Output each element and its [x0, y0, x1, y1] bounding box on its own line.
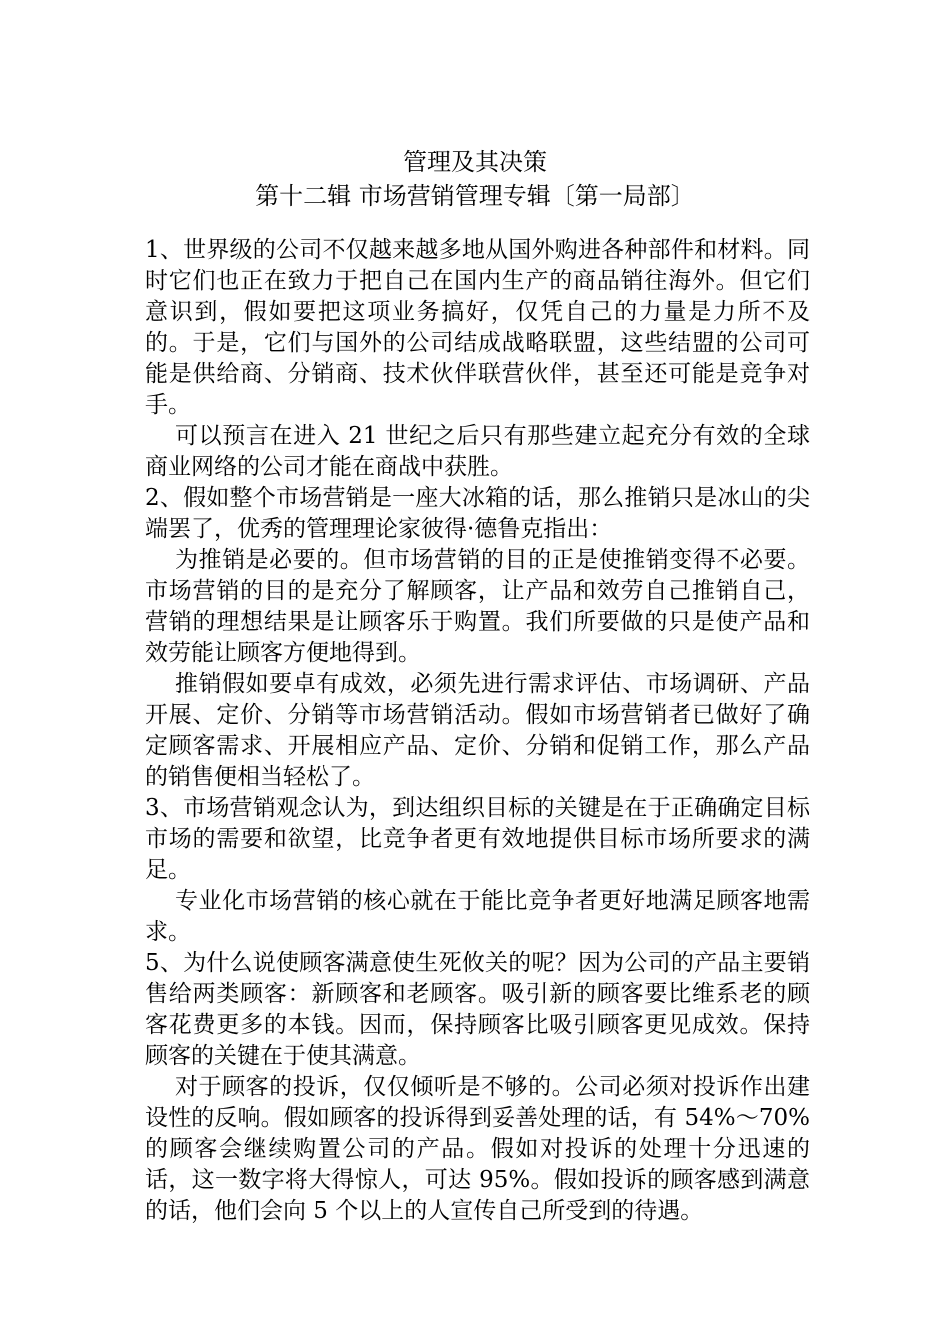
paragraph-1: 1、世界级的公司不仅越来越多地从国外购进各种部件和材料。同时它们也正在致力于把自己在国内生产的商品销往海外。但它们意识到，假如要把这项业务搞好，仅凭自己的力量是力所不及的。于是，它们与国外的公司结成战略联盟，这些结盟的公司可能是供给商、分销商、技术伙伴联营伙伴，甚至还可能是竞争对手。: [145, 237, 810, 418]
paragraph-2: 可以预言在进入 21 世纪之后只有那些建立起充分有效的全球商业网络的公司才能在商战中获胜。: [145, 423, 810, 480]
document-subtitle: 第十二辑 市场营销管理专辑〔第一局部〕: [255, 182, 695, 210]
paragraph-7: 专业化市场营销的核心就在于能比竞争者更好地满足顾客地需求。: [145, 888, 810, 945]
paragraph-6: 3、市场营销观念认为，到达组织目标的关键是在于正确确定目标市场的需要和欲望，比竞争者更有效地提供目标市场所要求的满足。: [145, 795, 810, 883]
paragraph-5: 推销假如要卓有成效，必须先进行需求评估、市场调研、产品开展、定价、分销等市场营销活动。假如市场营销者已做好了确定顾客需求、开展相应产品、定价、分销和促销工作，那么产品的销售便相当轻松了。: [145, 671, 810, 790]
paragraph-8: 5、为什么说使顾客满意使生死攸关的呢？因为公司的产品主要销售给两类顾客：新顾客和老顾客。吸引新的顾客要比维系老的顾客花费更多的本钱。因而，保持顾客比吸引顾客更见成效。保持顾客的关键在于使其满意。: [145, 950, 810, 1069]
document-body: [145, 235, 810, 1227]
paragraph-9: 对于顾客的投诉，仅仅倾听是不够的。公司必须对投诉作出建设性的反响。假如顾客的投诉得到妥善处理的话，有 54%～70%的顾客会继续购置公司的产品。假如对投诉的处理十分迅速的话，这一数字将大得惊人，可达 95%。假如投诉的顾客感到满意的话，他们会向 5 个以上的人宣传自己所受到的待遇。: [145, 1074, 810, 1224]
paragraph-4: 为推销是必要的。但市场营销的目的正是使推销变得不必要。市场营销的目的是充分了解顾客，让产品和效劳自己推销自己，营销的理想结果是让顾客乐于购置。我们所要做的只是使产品和效劳能让顾客方便地得到。: [145, 547, 810, 666]
paragraph-3: 2、假如整个市场营销是一座大冰箱的话，那么推销只是冰山的尖端罢了，优秀的管理理论家彼得·德鲁克指出：: [145, 485, 810, 542]
document-title: 管理及其决策: [403, 148, 547, 176]
